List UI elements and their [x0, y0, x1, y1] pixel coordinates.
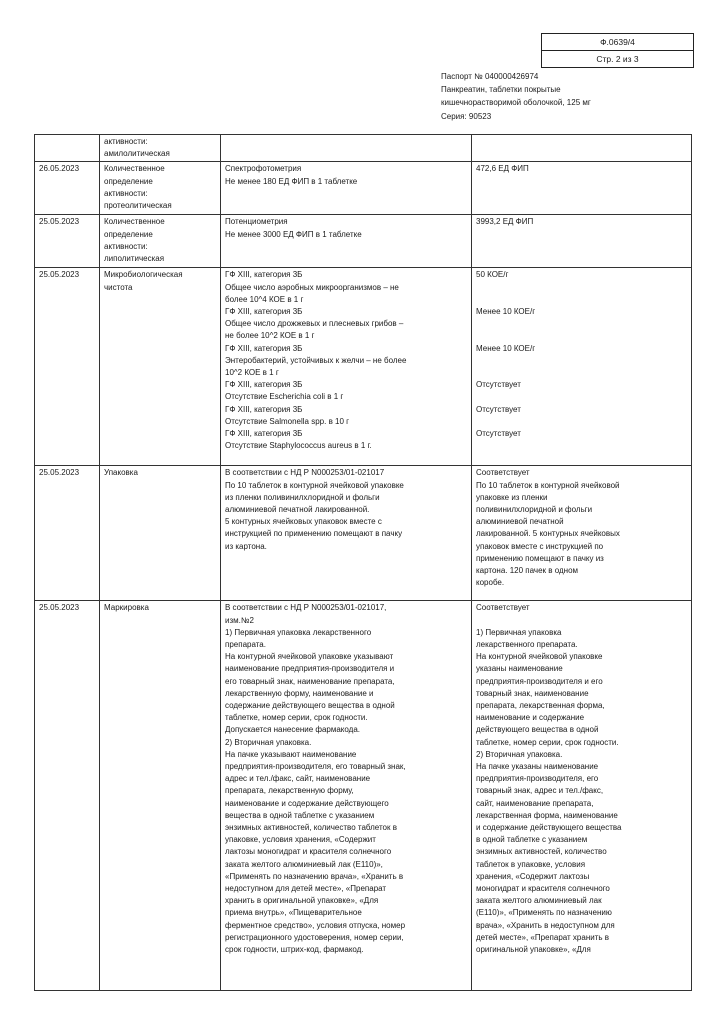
cell-date [35, 466, 100, 601]
spec-line: В соответствии с НД Р N000253/01-021017 [225, 468, 385, 478]
test-line: Количественное [104, 164, 165, 174]
result-line [476, 615, 687, 627]
date-value: 25.05.2023 [39, 217, 80, 227]
result-line: препарата, лекарственная форма, [476, 701, 605, 711]
table-row [35, 466, 692, 601]
spec-line: регистрационного удостоверения, номер серии, [225, 932, 404, 942]
form-code: Ф.0639/4 [542, 34, 693, 51]
spec-line: Общее число аэробных микроорганизмов – не [225, 282, 399, 292]
result-line [476, 294, 687, 306]
cell-result [472, 466, 692, 601]
table-row [35, 601, 692, 991]
table-row [35, 135, 692, 162]
result-line: Отсутствует [476, 428, 521, 438]
spec-line: Энтеробактерий, устойчивых к желчи – не более [225, 355, 407, 365]
cell-spec [221, 466, 472, 601]
spec-line: 5 контурных ячейковых упаковок вместе с [225, 517, 382, 527]
result-line: наименование и содержание [476, 713, 585, 723]
spec-line: алюминиевой печатной лакированной. [225, 505, 370, 515]
spec-line: Спектрофотометрия [225, 164, 302, 174]
passport-number: Паспорт № 040000426974 [441, 72, 539, 81]
result-line: товарный знак, наименование [476, 688, 589, 698]
result-line: предприятия-производителя и его [476, 676, 603, 686]
test-line: активности: [104, 188, 148, 198]
date-value: 25.05.2023 [39, 603, 80, 613]
test-line: определение [104, 176, 153, 186]
spec-line: содержание действующего вещества в одной [225, 701, 395, 711]
cell-result [472, 162, 692, 215]
spec-line: препарата, лекарственную форму, [225, 786, 354, 796]
spec-line: энзимных активностей, количество таблеток в [225, 823, 397, 833]
result-line: На пачке указаны наименование [476, 762, 599, 772]
result-line: лекарственного препарата. [476, 640, 578, 649]
result-line: моногидрат и красителя солнечного [476, 884, 610, 894]
spec-line: срок годности, штрих-код, фармакод. [225, 945, 364, 955]
spec-line: ГФ XIII, категория 3Б [225, 270, 303, 280]
result-line: детей месте», «Препарат хранить в [476, 932, 610, 942]
spec-line: На пачке указывают наименование [225, 749, 357, 759]
spec-line: приема внутрь», «Пищеварительное [225, 908, 362, 918]
cell-result [472, 135, 692, 162]
table-row [35, 268, 692, 466]
spec-line: препарата. [225, 640, 266, 650]
result-line: заката желтого алюминиевый лак [476, 896, 602, 906]
spec-line: из картона. [225, 541, 267, 551]
spec-line: адрес и тел./факс, сайт, наименование [225, 774, 371, 784]
spec-line: ГФ XIII, категория 3Б [225, 380, 303, 390]
result-line: в одной таблетке с указанием [476, 835, 588, 845]
result-line: поливинилхлоридной и фольги [476, 505, 593, 515]
spec-line: «Применять по назначению врача», «Хранить в [225, 871, 404, 881]
cell-date [35, 162, 100, 215]
test-line: Микробиологическая [104, 270, 183, 280]
spec-line: вещества в одной таблетке с указанием [225, 810, 375, 820]
spec-line: ГФ XIII, категория 3Б [225, 429, 303, 439]
cell-spec [221, 135, 472, 162]
result-line: 1) Первичная упаковка [476, 627, 562, 637]
result-line: лакированной. 5 контурных ячейковых [476, 529, 620, 539]
spec-line: хранить в оригинальной упаковке», «Для [225, 896, 379, 906]
date-value: 26.05.2023 [39, 164, 80, 174]
spec-line: недоступном для детей месте», «Препарат [225, 884, 387, 894]
spec-line: В соответствии с НД Р N000253/01-021017, [225, 603, 387, 613]
result-line: оригинальной упаковке», «Для [476, 945, 591, 955]
result-line: 3993,2 ЕД ФИП [476, 217, 534, 227]
cell-test [100, 466, 221, 601]
document-header [441, 70, 591, 123]
test-line: определение [104, 229, 153, 239]
test-line: Упаковка [104, 468, 138, 478]
result-line: Отсутствует [476, 380, 521, 390]
cell-test [100, 162, 221, 215]
spec-line: заката желтого алюминиевый лак (E110)», [225, 859, 383, 869]
cell-test [100, 268, 221, 466]
spec-line: ферментное средство», условия отпуска, номер [225, 920, 406, 930]
result-line: лекарственная форма, наименование [476, 810, 618, 820]
cell-date [35, 601, 100, 991]
spec-line: Отсутствие Escherichia coli в 1 г [225, 392, 344, 402]
spec-line: 10^2 КОЕ в 1 г [225, 368, 279, 378]
test-line: липолитическая [104, 254, 165, 264]
result-line [476, 391, 687, 403]
cell-test [100, 135, 221, 162]
spec-line: более 10^4 КОЕ в 1 г [225, 294, 304, 304]
cell-result [472, 268, 692, 466]
table-row [35, 215, 692, 268]
result-line [476, 318, 687, 330]
result-line: Отсутствует [476, 404, 521, 414]
spec-line: лекарственную форму, наименование и [225, 688, 374, 698]
spec-line: упаковке, условия хранения, «Содержит [225, 835, 376, 845]
spec-line: На контурной ячейковой упаковке указывают [225, 652, 394, 662]
cell-spec [221, 601, 472, 991]
cell-date [35, 215, 100, 268]
cell-result [472, 215, 692, 268]
spec-line: ГФ XIII, категория 3Б [225, 307, 303, 317]
result-line: упаковке из пленки [476, 492, 548, 502]
result-line: (E110)», «Применять по назначению [476, 908, 612, 918]
result-line: энзимных активностей, количество [476, 847, 607, 857]
test-line: Маркировка [104, 603, 149, 613]
spec-line: лактозы моногидрат и красителя солнечного [225, 847, 392, 857]
cell-date [35, 135, 100, 162]
cell-test [100, 601, 221, 991]
spec-line: ГФ XIII, категория 3Б [225, 343, 303, 353]
result-line: 50 КОЕ/г [476, 270, 509, 280]
product-name-line2: кишечнорастворимой оболочкой, 125 мг [441, 98, 591, 108]
result-line: предприятия-производителя, его [476, 774, 599, 784]
result-line: таблеток в упаковке, условия [476, 859, 586, 869]
table-row [35, 162, 692, 215]
spec-line: Не менее 3000 ЕД ФИП в 1 таблетке [225, 229, 362, 239]
result-line: применению помещают в пачку из [476, 553, 604, 563]
result-line: упаковок вместе с инструкцией по [476, 541, 604, 551]
result-line: На контурной ячейковой упаковке [476, 652, 603, 662]
form-code-box [541, 33, 694, 68]
spec-line: Не менее 180 ЕД ФИП в 1 таблетке [225, 176, 358, 186]
spec-line: наименование предприятия-производителя и [225, 664, 395, 674]
result-line [476, 330, 687, 342]
test-results-table [34, 134, 692, 991]
result-line: указаны наименование [476, 664, 563, 674]
spec-line: Общее число дрожжевых и плесневых грибов – [225, 319, 404, 329]
result-line: коробе. [476, 578, 505, 588]
test-line: Количественное [104, 217, 165, 227]
cell-test [100, 215, 221, 268]
result-line: действующего вещества в одной [476, 725, 599, 735]
spec-line: По 10 таблеток в контурной ячейковой упаковке [225, 480, 404, 490]
spec-line: 1) Первичная упаковка лекарственного [225, 627, 372, 637]
result-line: сайт, наименование препарата, [476, 798, 594, 808]
spec-line: инструкцией по применению помещают в пачку [225, 529, 403, 539]
result-line: врача», «Хранить в недоступном для [476, 920, 615, 930]
cell-date [35, 268, 100, 466]
spec-line: 2) Вторичная упаковка. [225, 737, 312, 747]
series-number: Серия: 90523 [441, 111, 492, 121]
spec-line: Отсутствие Salmonella spp. в 10 г [225, 416, 350, 426]
result-line: Соответствует [476, 468, 530, 478]
date-value: 25.05.2023 [39, 270, 80, 280]
result-line [476, 416, 687, 428]
cell-spec [221, 268, 472, 466]
spec-line: предприятия-производителя, его товарный знак, [225, 762, 406, 772]
result-line: товарный знак, адрес и тел./факс, [476, 786, 604, 796]
result-line: и содержание действующего вещества [476, 823, 622, 833]
result-line: По 10 таблеток в контурной ячейковой [476, 480, 620, 490]
cell-spec [221, 215, 472, 268]
spec-line: ГФ XIII, категория 3Б [225, 404, 303, 414]
result-line: хранения, «Содержит лактозы [476, 871, 590, 881]
spec-line: Отсутствие Staphylococcus aureus в 1 г. [225, 441, 372, 451]
test-line: активности: [104, 137, 148, 146]
spec-line: не более 10^2 КОЕ в 1 г [225, 331, 315, 341]
test-line: амилолитическая [104, 149, 170, 159]
result-line [476, 355, 687, 367]
result-line: 2) Вторичная упаковка. [476, 749, 563, 759]
result-line: алюминиевой печатной [476, 517, 564, 527]
result-line: Менее 10 КОЕ/г [476, 343, 536, 353]
spec-line: таблетке, номер серии, срок годности. [225, 713, 368, 723]
product-name-line1: Панкреатин, таблетки покрытые [441, 85, 561, 95]
spec-line: наименование и содержание действующего [225, 798, 389, 808]
test-line: протеолитическая [104, 201, 172, 211]
result-line: картона. 120 пачек в одном [476, 566, 579, 576]
result-line [476, 282, 687, 294]
test-line: активности: [104, 241, 148, 251]
spec-line: Допускается нанесение фармакода. [225, 725, 361, 735]
cell-spec [221, 162, 472, 215]
cell-result [472, 601, 692, 991]
test-line: чистота [104, 282, 133, 292]
spec-line: Потенциометрия [225, 217, 288, 227]
result-line [476, 367, 687, 379]
result-line: таблетке, номер серии, срок годности. [476, 737, 619, 747]
result-line: Менее 10 КОЕ/г [476, 306, 536, 316]
spec-line: из пленки поливинилхлоридной и фольги [225, 492, 380, 502]
spec-line: его товарный знак, наименование препарата, [225, 676, 395, 686]
result-line: 472,6 ЕД ФИП [476, 164, 529, 174]
spec-line: изм.№2 [225, 615, 254, 625]
result-line: Соответствует [476, 603, 530, 613]
page-number: Стр. 2 из 3 [596, 54, 639, 64]
date-value: 25.05.2023 [39, 468, 80, 478]
